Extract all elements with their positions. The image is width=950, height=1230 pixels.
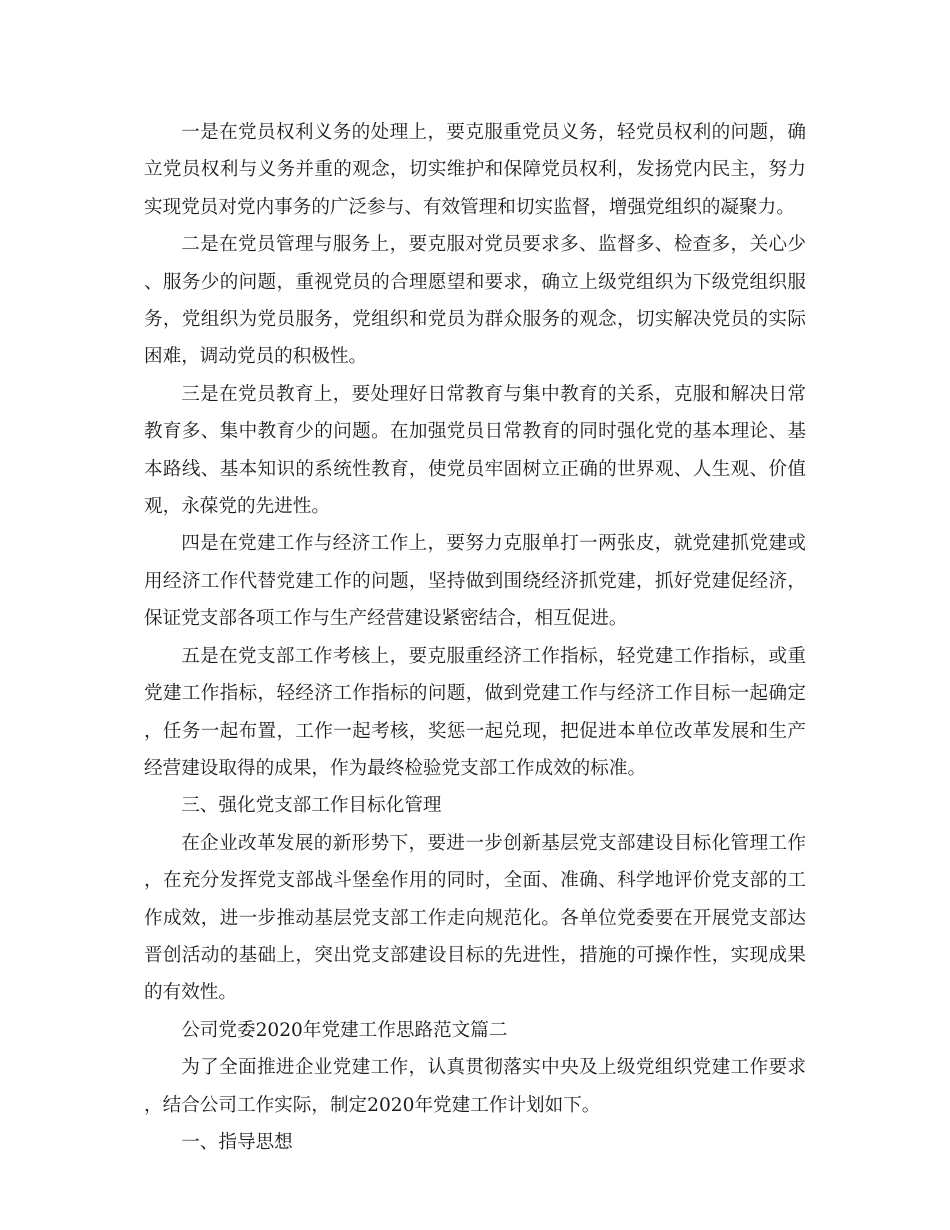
- paragraph-plan-intro: 为了全面推进企业党建工作，认真贯彻落实中央及上级党组织党建工作要求，结合公司工作实际，制定2020年党建工作计划如下。: [144, 1057, 806, 1116]
- paragraph-target-management: 在企业改革发展的新形势下，要进一步创新基层党支部建设目标化管理工作，在充分发挥党支部战斗堡垒作用的同时，全面、准确、科学地评价党支部的工作成效，进一步推动基层党支部工作走向规范化。各单位党委要在开展党支部达晋创活动的基础上，突出党支部建设目标的先进性，措施的可操作性，实现成果的有效性。: [144, 832, 806, 1004]
- section-heading-guiding-ideology: 一、指导思想: [181, 1131, 293, 1153]
- paragraph-party-economy: 四是在党建工作与经济工作上，要努力克服单打一两张皮，就党建抓党建或用经济工作代替党建工作的问题，坚持做到围绕经济抓党建，抓好党建促经济，保证党支部各项工作与生产经营建设紧密结合，相互促进。: [144, 533, 806, 630]
- paragraph-management-service: 二是在党员管理与服务上，要克服对党员要求多、监督多、检查多，关心少、服务少的问题，重视党员的合理愿望和要求，确立上级党组织为下级党组织服务，党组织为党员服务，党组织和党员为群众服务的观念，切实解决党员的实际困难，调动党员的积极性。: [144, 234, 806, 368]
- paragraph-assessment: 五是在党支部工作考核上，要克服重经济工作指标，轻党建工作指标，或重党建工作指标，轻经济工作指标的问题，做到党建工作与经济工作目标一起确定，任务一起布置，工作一起考核，奖惩一起兑现，把促进本单位改革发展和生产经营建设取得的成果，作为最终检验党支部工作成效的标准。: [144, 645, 806, 779]
- paragraph-rights-duties: 一是在党员权利义务的处理上，要克服重党员义务，轻党员权利的问题，确立党员权利与义务并重的观念，切实维护和保障党员权利，发扬党内民主，努力实现党员对党内事务的广泛参与、有效管理和切实监督，增强党组织的凝聚力。: [144, 122, 806, 218]
- article-title-2: 公司党委2020年党建工作思路范文篇二: [181, 1019, 508, 1041]
- section-heading-3: 三、强化党支部工作目标化管理: [181, 795, 442, 817]
- paragraph-education: 三是在党员教育上，要处理好日常教育与集中教育的关系，克服和解决日常教育多、集中教育少的问题。在加强党员日常教育的同时强化党的基本理论、基本路线、基本知识的系统性教育，使党员牢固树立正确的世界观、人生观、价值观，永葆党的先进性。: [144, 383, 806, 518]
- document-body: [144, 114, 806, 1161]
